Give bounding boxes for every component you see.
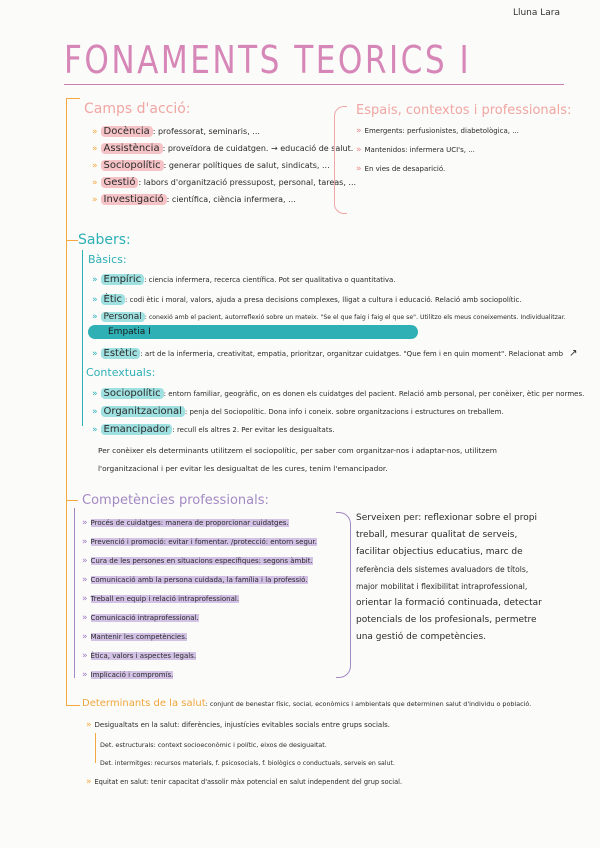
competency-item bbox=[82, 632, 317, 643]
camps-item bbox=[92, 194, 356, 206]
basics-bracket-line bbox=[82, 250, 83, 368]
competency-text: Procés de cuidatges: manera de proporcionar cuidatges. bbox=[90, 519, 289, 527]
contextual-text: : entorn familiar, geogràfic, on es donen els cuidatges del pacient. Relació amb personal, per conèixer, ètic per normes. bbox=[163, 390, 585, 398]
purpose-line: potencials de los profesionals, permetre bbox=[356, 615, 537, 625]
determinants-heading-row bbox=[82, 698, 531, 710]
competency-item bbox=[82, 594, 317, 605]
contextual-text: : recull els altres 2. Per evitar les desigualtats. bbox=[172, 426, 335, 434]
competency-text: Implicació i compromís. bbox=[90, 671, 174, 679]
determinants-tick bbox=[66, 705, 80, 706]
espais-bracket bbox=[334, 106, 347, 214]
curved-arrow-icon: ↗ bbox=[569, 348, 578, 359]
main-bracket-line bbox=[66, 218, 67, 500]
camps-term: Investigació bbox=[101, 194, 167, 205]
basics-text: : art de la infermeria, creativitat, empatia, prioritzar, organitzar cuidatges. "Que fem i en quin moment". Relacionat amb bbox=[140, 350, 564, 358]
competencies-heading: Competències professionals: bbox=[82, 493, 269, 508]
double-chevron-icon: » bbox=[92, 407, 98, 417]
basics-text: : ciencia infermera, recerca científica. Pot ser qualitativa o quantitativa. bbox=[144, 276, 396, 284]
double-chevron-icon: » bbox=[82, 537, 88, 547]
camps-heading: Camps d'acció: bbox=[84, 101, 191, 117]
author-name: Lluna Lara bbox=[512, 8, 560, 18]
basics-text: : conexió amb el pacient, autorreflexió sobre un mateix. "Se el que faig i faig el que se". Utilitzo els meus coneixements. Individualitzar. bbox=[144, 314, 566, 321]
contextuals-bracket-line bbox=[82, 368, 83, 426]
determinants-heading: Determinants de la salut bbox=[82, 698, 206, 709]
double-chevron-icon: » bbox=[92, 425, 98, 435]
contextual-text: : penja del Sociopolític. Dona info i coneix. sobre organitzacions i estructures on treballem. bbox=[184, 408, 504, 416]
double-chevron-icon: » bbox=[82, 651, 88, 661]
camps-bracket-line bbox=[66, 98, 67, 218]
camps-item bbox=[92, 143, 356, 155]
espais-text: Emergents: perfusionistes, diabetològica, ... bbox=[364, 127, 519, 135]
competency-text: Mantenir les competències. bbox=[90, 633, 188, 641]
purpose-line: una gestió de competències. bbox=[356, 632, 487, 642]
purpose-line: referència dels sistemes avaluadors de títols, bbox=[356, 565, 529, 574]
desigualtats-item bbox=[86, 720, 390, 731]
espais-item bbox=[356, 126, 519, 137]
double-chevron-icon: » bbox=[82, 594, 88, 604]
contextuals-heading: Contextuals: bbox=[86, 366, 156, 379]
determinants-definition: : conjunt de benestar físic, social, econòmics i ambientals que determinen salut d'individu o població. bbox=[205, 700, 532, 708]
competencies-list bbox=[82, 518, 317, 681]
sabers-tick bbox=[66, 240, 78, 241]
equitat-text: Equitat en salut: tenir capacitat d'assolir màx potencial en salut independent del grup social. bbox=[94, 778, 403, 786]
sabers-heading: Sabers: bbox=[78, 232, 131, 248]
double-chevron-icon: » bbox=[86, 720, 92, 730]
double-chevron-icon: » bbox=[86, 777, 92, 787]
det-estructurals: Det. estructurals: context socioeconòmic i polític, eixos de desigualtat. bbox=[100, 741, 327, 749]
determinants-bracket-line bbox=[66, 500, 67, 705]
double-chevron-icon: » bbox=[82, 518, 88, 528]
basics-item bbox=[92, 294, 522, 306]
double-chevron-icon: » bbox=[92, 178, 98, 188]
espais-heading: Espais, contextos i professionals: bbox=[356, 103, 572, 118]
competency-item bbox=[82, 670, 317, 681]
contextual-item bbox=[92, 406, 504, 418]
competency-item bbox=[82, 556, 317, 567]
paragraph-line: Per conèixer els determinants utilitzem el sociopolític, per saber com organitzar-nos i adaptar-nos, utilitzem bbox=[98, 446, 497, 455]
double-chevron-icon: » bbox=[82, 575, 88, 585]
camps-text: : científica, ciència infermera, ... bbox=[166, 195, 296, 204]
double-chevron-icon: » bbox=[356, 126, 362, 136]
purpose-line: treball, mesurar qualitat de serveis, bbox=[356, 530, 518, 540]
double-chevron-icon: » bbox=[92, 312, 98, 322]
basics-term: Estètic bbox=[101, 348, 141, 359]
competencies-tick bbox=[66, 500, 78, 501]
double-chevron-icon: » bbox=[92, 161, 98, 171]
espais-item bbox=[356, 164, 519, 175]
basics-term: Empíric bbox=[101, 274, 145, 285]
contextual-term: Emancipador bbox=[101, 424, 173, 435]
competency-text: Comunicació intraprofessional. bbox=[90, 614, 199, 622]
purpose-line: Serveixen per: reflexionar sobre el propi bbox=[356, 513, 537, 523]
camps-term: Docència bbox=[101, 126, 153, 137]
espais-list bbox=[356, 126, 519, 175]
purpose-line: facilitar objectius educatius, marc de bbox=[356, 547, 523, 557]
competency-text: Treball en equip i relació intraprofessional. bbox=[90, 595, 240, 603]
contextual-item bbox=[92, 424, 334, 436]
double-chevron-icon: » bbox=[92, 195, 98, 205]
basics-item bbox=[92, 312, 566, 323]
competencies-bracket-line bbox=[74, 508, 75, 678]
double-chevron-icon: » bbox=[92, 275, 98, 285]
camps-item bbox=[92, 160, 356, 172]
double-chevron-icon: » bbox=[82, 556, 88, 566]
double-chevron-icon: » bbox=[82, 632, 88, 642]
double-chevron-icon: » bbox=[82, 670, 88, 680]
basics-text: : codi ètic i moral, valors, ajuda a presa decisions complexes, lligat a cultura i educació. Relació amb sociopolític. bbox=[125, 296, 522, 304]
double-chevron-icon: » bbox=[82, 613, 88, 623]
competencies-right-bracket bbox=[336, 512, 351, 678]
purpose-line: orientar la formació continuada, detectar bbox=[356, 598, 542, 608]
sabers-paragraph bbox=[98, 442, 497, 478]
det-intermitges: Det. intermitges: recursos materials, f. psicosocials, f. biològics o conductuals, serveis en salut. bbox=[100, 760, 395, 767]
det-sub-bracket bbox=[95, 733, 96, 763]
basics-heading: Bàsics: bbox=[88, 253, 127, 266]
competency-text: Ètica, valors i aspectes legals. bbox=[90, 652, 197, 660]
camps-bracket-tick bbox=[66, 98, 80, 99]
competencies-purpose bbox=[356, 510, 586, 646]
empatia-label: Empatia I bbox=[108, 327, 151, 337]
competency-text: Prevenció i promoció: evitar i fomentar. /protecció: entorn segur. bbox=[90, 538, 317, 546]
equitat-item bbox=[86, 777, 402, 788]
title-underline bbox=[64, 84, 564, 85]
competency-text: Comunicació amb la persona cuidada, la família i la professió. bbox=[90, 576, 308, 584]
camps-term: Sociopolític bbox=[101, 160, 164, 171]
camps-term: Assistència bbox=[101, 143, 163, 154]
competency-item bbox=[82, 651, 317, 662]
contextual-item bbox=[92, 388, 584, 400]
camps-text: : professorat, seminaris, ... bbox=[152, 127, 260, 136]
competency-item bbox=[82, 575, 317, 586]
espais-text: Mantenidos: infermera UCI's, ... bbox=[364, 146, 475, 154]
basics-item bbox=[92, 274, 396, 286]
espais-item bbox=[356, 145, 519, 156]
double-chevron-icon: » bbox=[92, 127, 98, 137]
competency-text: Cura de les persones en situacions específiques: segons àmbit. bbox=[90, 557, 313, 565]
camps-text: : labors d'organització pressupost, personal, tareas, ... bbox=[138, 178, 357, 187]
double-chevron-icon: » bbox=[92, 295, 98, 305]
camps-list bbox=[92, 126, 356, 206]
basics-term: Personal bbox=[101, 312, 145, 322]
purpose-line: major mobilitat i flexibilitat intraprofessional, bbox=[356, 582, 528, 591]
paragraph-line: l'organitzacional i per evitar les desigualtat de les cures, tenim l'emancipador. bbox=[98, 464, 388, 473]
double-chevron-icon: » bbox=[92, 349, 98, 359]
competency-item bbox=[82, 518, 317, 529]
double-chevron-icon: » bbox=[92, 389, 98, 399]
camps-item bbox=[92, 177, 356, 189]
page-title: FONAMENTS TEORICS I bbox=[64, 38, 472, 82]
double-chevron-icon: » bbox=[356, 164, 362, 174]
double-chevron-icon: » bbox=[92, 144, 98, 154]
basics-item bbox=[92, 348, 578, 360]
camps-text: : proveïdora de cuidatgen. → educació de salut. bbox=[162, 144, 354, 153]
empatia-highlight bbox=[88, 325, 418, 339]
contextual-term: Sociopolític bbox=[101, 388, 164, 399]
camps-term: Gestió bbox=[101, 177, 139, 188]
double-chevron-icon: » bbox=[356, 145, 362, 155]
basics-term: Ètic bbox=[101, 294, 126, 305]
espais-text: En vies de desaparició. bbox=[364, 165, 446, 173]
camps-text: : generar polítiques de salut, sindicats, ... bbox=[163, 161, 330, 170]
contextual-term: Organitzacional bbox=[101, 406, 185, 417]
competency-item bbox=[82, 537, 317, 548]
camps-item bbox=[92, 126, 356, 138]
competency-item bbox=[82, 613, 317, 624]
desigualtats-text: Desigualtats en la salut: diferències, injustícies evitables socials entre grups socials. bbox=[94, 721, 391, 729]
